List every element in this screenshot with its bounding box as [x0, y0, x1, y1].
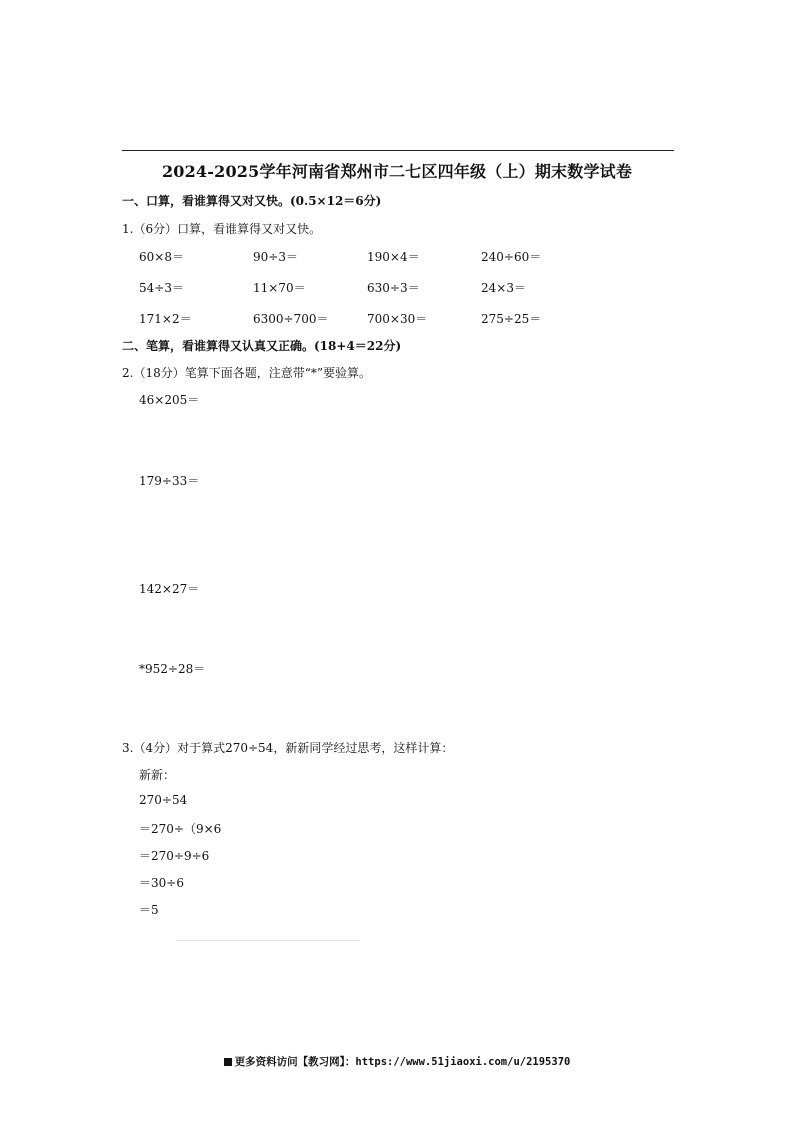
section-1-heading: 一、口算，看谁算得又对又快。(0.5×12＝6分) [122, 194, 382, 208]
solution-line: 新新： [139, 768, 176, 782]
mental-math-item: 240÷60＝ [481, 250, 542, 264]
mental-math-item: 54÷3＝ [139, 281, 184, 295]
footer-link-text[interactable]: 更多资料访问【教习网】：https://www.51jiaoxi.com/u/2195370 [234, 1056, 571, 1068]
mental-math-item: 6300÷700＝ [253, 312, 329, 326]
mental-math-item: 190×4＝ [367, 250, 420, 264]
written-calc-item: 142×27＝ [139, 582, 200, 596]
mental-math-item: 700×30＝ [367, 312, 428, 326]
mental-math-item: 90÷3＝ [253, 250, 298, 264]
flag-icon [224, 1058, 232, 1066]
mental-math-item: 630÷3＝ [367, 281, 420, 295]
mental-math-item: 24×3＝ [481, 281, 526, 295]
written-calc-item: *952÷28＝ [139, 662, 206, 676]
question-2-label: 2.（18分）笔算下面各题，注意带“*”要验算。 [122, 366, 371, 380]
question-3-label: 3.（4分）对于算式270÷54，新新同学经过思考，这样计算： [122, 741, 454, 755]
mental-math-item: 60×8＝ [139, 250, 184, 264]
solution-line: ＝30÷6 [139, 876, 184, 890]
question-1-label: 1.（6分）口算，看谁算得又对又快。 [122, 222, 322, 236]
solution-line: 270÷54 [139, 793, 188, 807]
page-title: 2024-2025学年河南省郑州市二七区四年级（上）期末数学试卷 [161, 162, 633, 181]
section-2-heading: 二、笔算，看谁算得又认真又正确。(18+4＝22分) [122, 339, 402, 353]
solution-line: ＝270÷（9×6 [139, 822, 222, 836]
faint-divider [176, 940, 360, 941]
solution-line: ＝270÷9÷6 [139, 849, 210, 863]
footer [0, 1054, 794, 1069]
mental-math-item: 171×2＝ [139, 312, 192, 326]
header-rule [122, 150, 674, 151]
written-calc-item: 46×205＝ [139, 393, 200, 407]
mental-math-item: 11×70＝ [253, 281, 306, 295]
solution-line: ＝5 [139, 903, 159, 917]
written-calc-item: 179÷33＝ [139, 474, 200, 488]
mental-math-item: 275÷25＝ [481, 312, 542, 326]
